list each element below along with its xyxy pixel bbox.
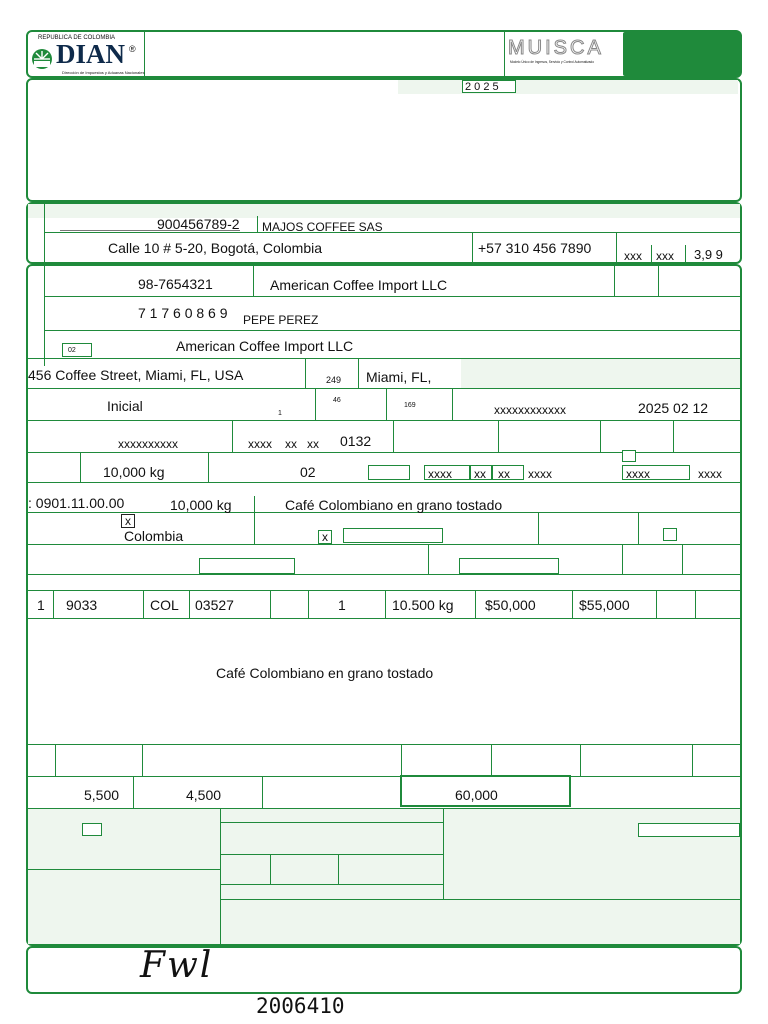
operation-f5: xxxx <box>626 467 650 481</box>
items-value2: $55,000 <box>579 597 630 613</box>
signature: Fwl <box>140 945 214 986</box>
items-num: 03527 <box>195 597 234 613</box>
items-code: 9033 <box>66 597 98 613</box>
declarant-code-divider <box>616 233 617 262</box>
item-divider-5 <box>622 545 623 574</box>
signature-frame <box>26 946 742 994</box>
operation-field-b: xx <box>285 437 297 451</box>
lower-small-box[interactable] <box>82 823 102 836</box>
declarant-address: Calle 10 # 5-20, Bogotá, Colombia <box>108 240 323 256</box>
item-origin: Colombia <box>124 528 184 544</box>
item-tariff: : 0901.11.00.00 <box>28 495 125 511</box>
operation-type: Inicial <box>107 398 143 414</box>
item-empty-box-1 <box>343 528 443 543</box>
item-empty-box-2[interactable] <box>663 528 677 541</box>
totals-col-7 <box>133 777 134 808</box>
op-divider-8 <box>673 421 674 452</box>
totals-col-8 <box>262 777 263 808</box>
items-col-10 <box>695 590 696 618</box>
header-green-block <box>623 32 740 76</box>
declarant-nit: 900456789-2 <box>157 216 240 232</box>
operation-code5: 02 <box>300 464 316 480</box>
items-country: COL <box>150 597 179 613</box>
items-row-bottom <box>28 618 740 619</box>
items-col-6 <box>385 590 386 618</box>
operation-sep-3 <box>28 482 740 483</box>
dian-emblem-icon <box>31 48 53 70</box>
item-empty-box-4 <box>459 558 559 574</box>
item-weight: 10,000 kg <box>170 497 232 513</box>
lower-divider-2 <box>443 809 444 899</box>
importer-small-code-box <box>62 343 92 357</box>
operation-code1: 1 <box>278 410 282 417</box>
declarant-left-border <box>44 204 45 262</box>
items-col-7 <box>475 590 476 618</box>
totals-sep-mid <box>28 776 740 777</box>
item-divider-1 <box>254 496 255 544</box>
totals-a: 5,500 <box>84 787 120 803</box>
totals-b: 4,500 <box>186 787 222 803</box>
items-col-8 <box>572 590 573 618</box>
address-row-bottom <box>28 388 740 389</box>
totals-col-4 <box>491 745 492 776</box>
declarant-code-divider2 <box>651 245 652 262</box>
declarant-code-a: xxx <box>624 249 642 263</box>
year-value: 2 0 2 5 <box>465 81 499 93</box>
lower-divider-1 <box>220 809 221 944</box>
lower-sep-2 <box>220 854 443 855</box>
op-divider-2 <box>386 389 387 420</box>
lower-sep-3 <box>220 884 443 885</box>
lower-divider-4 <box>338 855 339 884</box>
operation-code3: 169 <box>404 402 416 409</box>
op-check-box[interactable] <box>622 450 636 462</box>
importer-sep-1 <box>44 296 740 297</box>
importer-city-code: 249 <box>326 375 342 385</box>
header-divider-right <box>504 31 505 77</box>
operation-sep-1 <box>28 420 740 421</box>
operation-f3: xx <box>498 467 510 481</box>
operation-f1: xxxx <box>428 467 452 481</box>
totals-col-1 <box>55 745 56 776</box>
items-col-9 <box>656 590 657 618</box>
items-value1: $50,000 <box>485 597 536 613</box>
operation-field-a: xxxx <box>248 437 272 451</box>
item-divider-4 <box>428 545 429 574</box>
importer-small-code: 02 <box>68 347 76 354</box>
totals-total: 60,000 <box>455 787 498 803</box>
op-divider-5 <box>393 421 394 452</box>
totals-col-6 <box>692 745 693 776</box>
importer-rep-id: 7 1 7 6 0 8 6 9 <box>138 305 228 321</box>
declarant-code-c: 3,9 9 <box>694 247 723 262</box>
declarant-phone-divider <box>472 233 473 262</box>
operation-masked2: xxxxxxxxxx <box>118 437 178 451</box>
lower-right-box <box>638 823 740 837</box>
op-divider-10 <box>208 453 209 482</box>
declarant-name: MAJOS COFFEE SAS <box>262 220 383 234</box>
section-year-frame <box>26 78 742 202</box>
operation-f6: xxxx <box>698 467 722 481</box>
op-divider-7 <box>600 421 601 452</box>
declarant-nit-divider <box>257 216 258 232</box>
lower-shade <box>28 809 740 944</box>
items-weight: 10.500 kg <box>392 597 454 613</box>
dian-subtitle: Dirección de Impuestos y Aduanas Nacionales <box>62 70 145 75</box>
item-check-mark-1[interactable]: x <box>121 514 135 528</box>
operation-masked: xxxxxxxxxxxx <box>494 403 566 417</box>
form-number: 2006410 <box>256 994 345 1018</box>
dian-registered-mark: ® <box>129 44 136 54</box>
importer-consignee: American Coffee Import LLC <box>176 338 354 354</box>
totals-col-2 <box>142 745 143 776</box>
dian-logo-text: DIAN <box>56 39 126 69</box>
importer-col-divider <box>614 266 615 296</box>
operation-f4: xxxx <box>528 467 552 481</box>
declarant-code-b: xxx <box>656 249 674 263</box>
declarant-shade-top <box>28 204 740 218</box>
importer-sep-2 <box>44 330 740 331</box>
operation-code4: 0132 <box>340 433 372 449</box>
item-divider-3 <box>638 512 639 544</box>
op-divider-1 <box>315 389 316 420</box>
importer-name: American Coffee Import LLC <box>270 277 448 293</box>
totals-col-3 <box>401 745 402 776</box>
importer-col-divider2 <box>658 266 659 296</box>
lower-sep-5 <box>220 899 740 900</box>
items-col-1 <box>53 590 54 618</box>
address-shade <box>461 359 740 388</box>
importer-id: 98-7654321 <box>138 276 213 292</box>
operation-f2: xx <box>474 467 486 481</box>
muisca-subtitle: Modelo Único de Ingresos, Servicio y Control Automatizado <box>510 60 594 64</box>
items-col-4 <box>270 590 271 618</box>
op-empty-box <box>368 465 410 480</box>
lower-sep-4 <box>28 869 220 870</box>
item-divider-2 <box>538 512 539 544</box>
op-divider-3 <box>452 389 453 420</box>
year-shade <box>398 80 738 94</box>
operation-date: 2025 02 12 <box>638 400 709 416</box>
item-divider-6 <box>682 545 683 574</box>
item-check-mark-2[interactable]: x <box>318 530 332 544</box>
items-qty: 1 <box>338 597 346 613</box>
description-block: Café Colombiano en grano tostado <box>216 665 434 681</box>
address-divider-1 <box>305 359 306 388</box>
lower-divider-3 <box>270 855 271 884</box>
item-description: Café Colombiano en grano tostado <box>285 497 503 513</box>
importer-id-divider <box>253 266 254 296</box>
items-col-2 <box>143 590 144 618</box>
operation-field-c: xx <box>307 437 319 451</box>
item-sep-3 <box>28 574 740 575</box>
operation-weight: 10,000 kg <box>103 464 165 480</box>
totals-col-5 <box>580 745 581 776</box>
item-empty-box-3 <box>199 558 295 574</box>
importer-city: Miami, FL, <box>366 369 432 385</box>
op-divider-4 <box>232 421 233 452</box>
declarant-code-divider3 <box>685 245 686 262</box>
items-col-3 <box>189 590 190 618</box>
items-col-5 <box>308 590 309 618</box>
declarant-row-sep <box>44 232 740 233</box>
republic-label: REPUBLICA DE COLOMBIA <box>38 35 116 41</box>
importer-address: 456 Coffee Street, Miami, FL, USA <box>28 367 244 383</box>
muisca-logo-text: MUISCA <box>508 37 604 59</box>
op-divider-9 <box>80 453 81 482</box>
item-sep-2 <box>28 544 740 545</box>
op-divider-6 <box>498 421 499 452</box>
totals-sep-top <box>28 744 740 745</box>
items-n: 1 <box>37 597 45 613</box>
importer-left-border <box>44 266 45 366</box>
item-sep-4 <box>28 590 740 591</box>
address-divider-2 <box>358 359 359 388</box>
operation-code2: 46 <box>333 397 341 404</box>
importer-rep-name: PEPE PEREZ <box>243 313 319 327</box>
declarant-phone: +57 310 456 7890 <box>478 240 592 256</box>
lower-sep-1 <box>220 822 443 823</box>
